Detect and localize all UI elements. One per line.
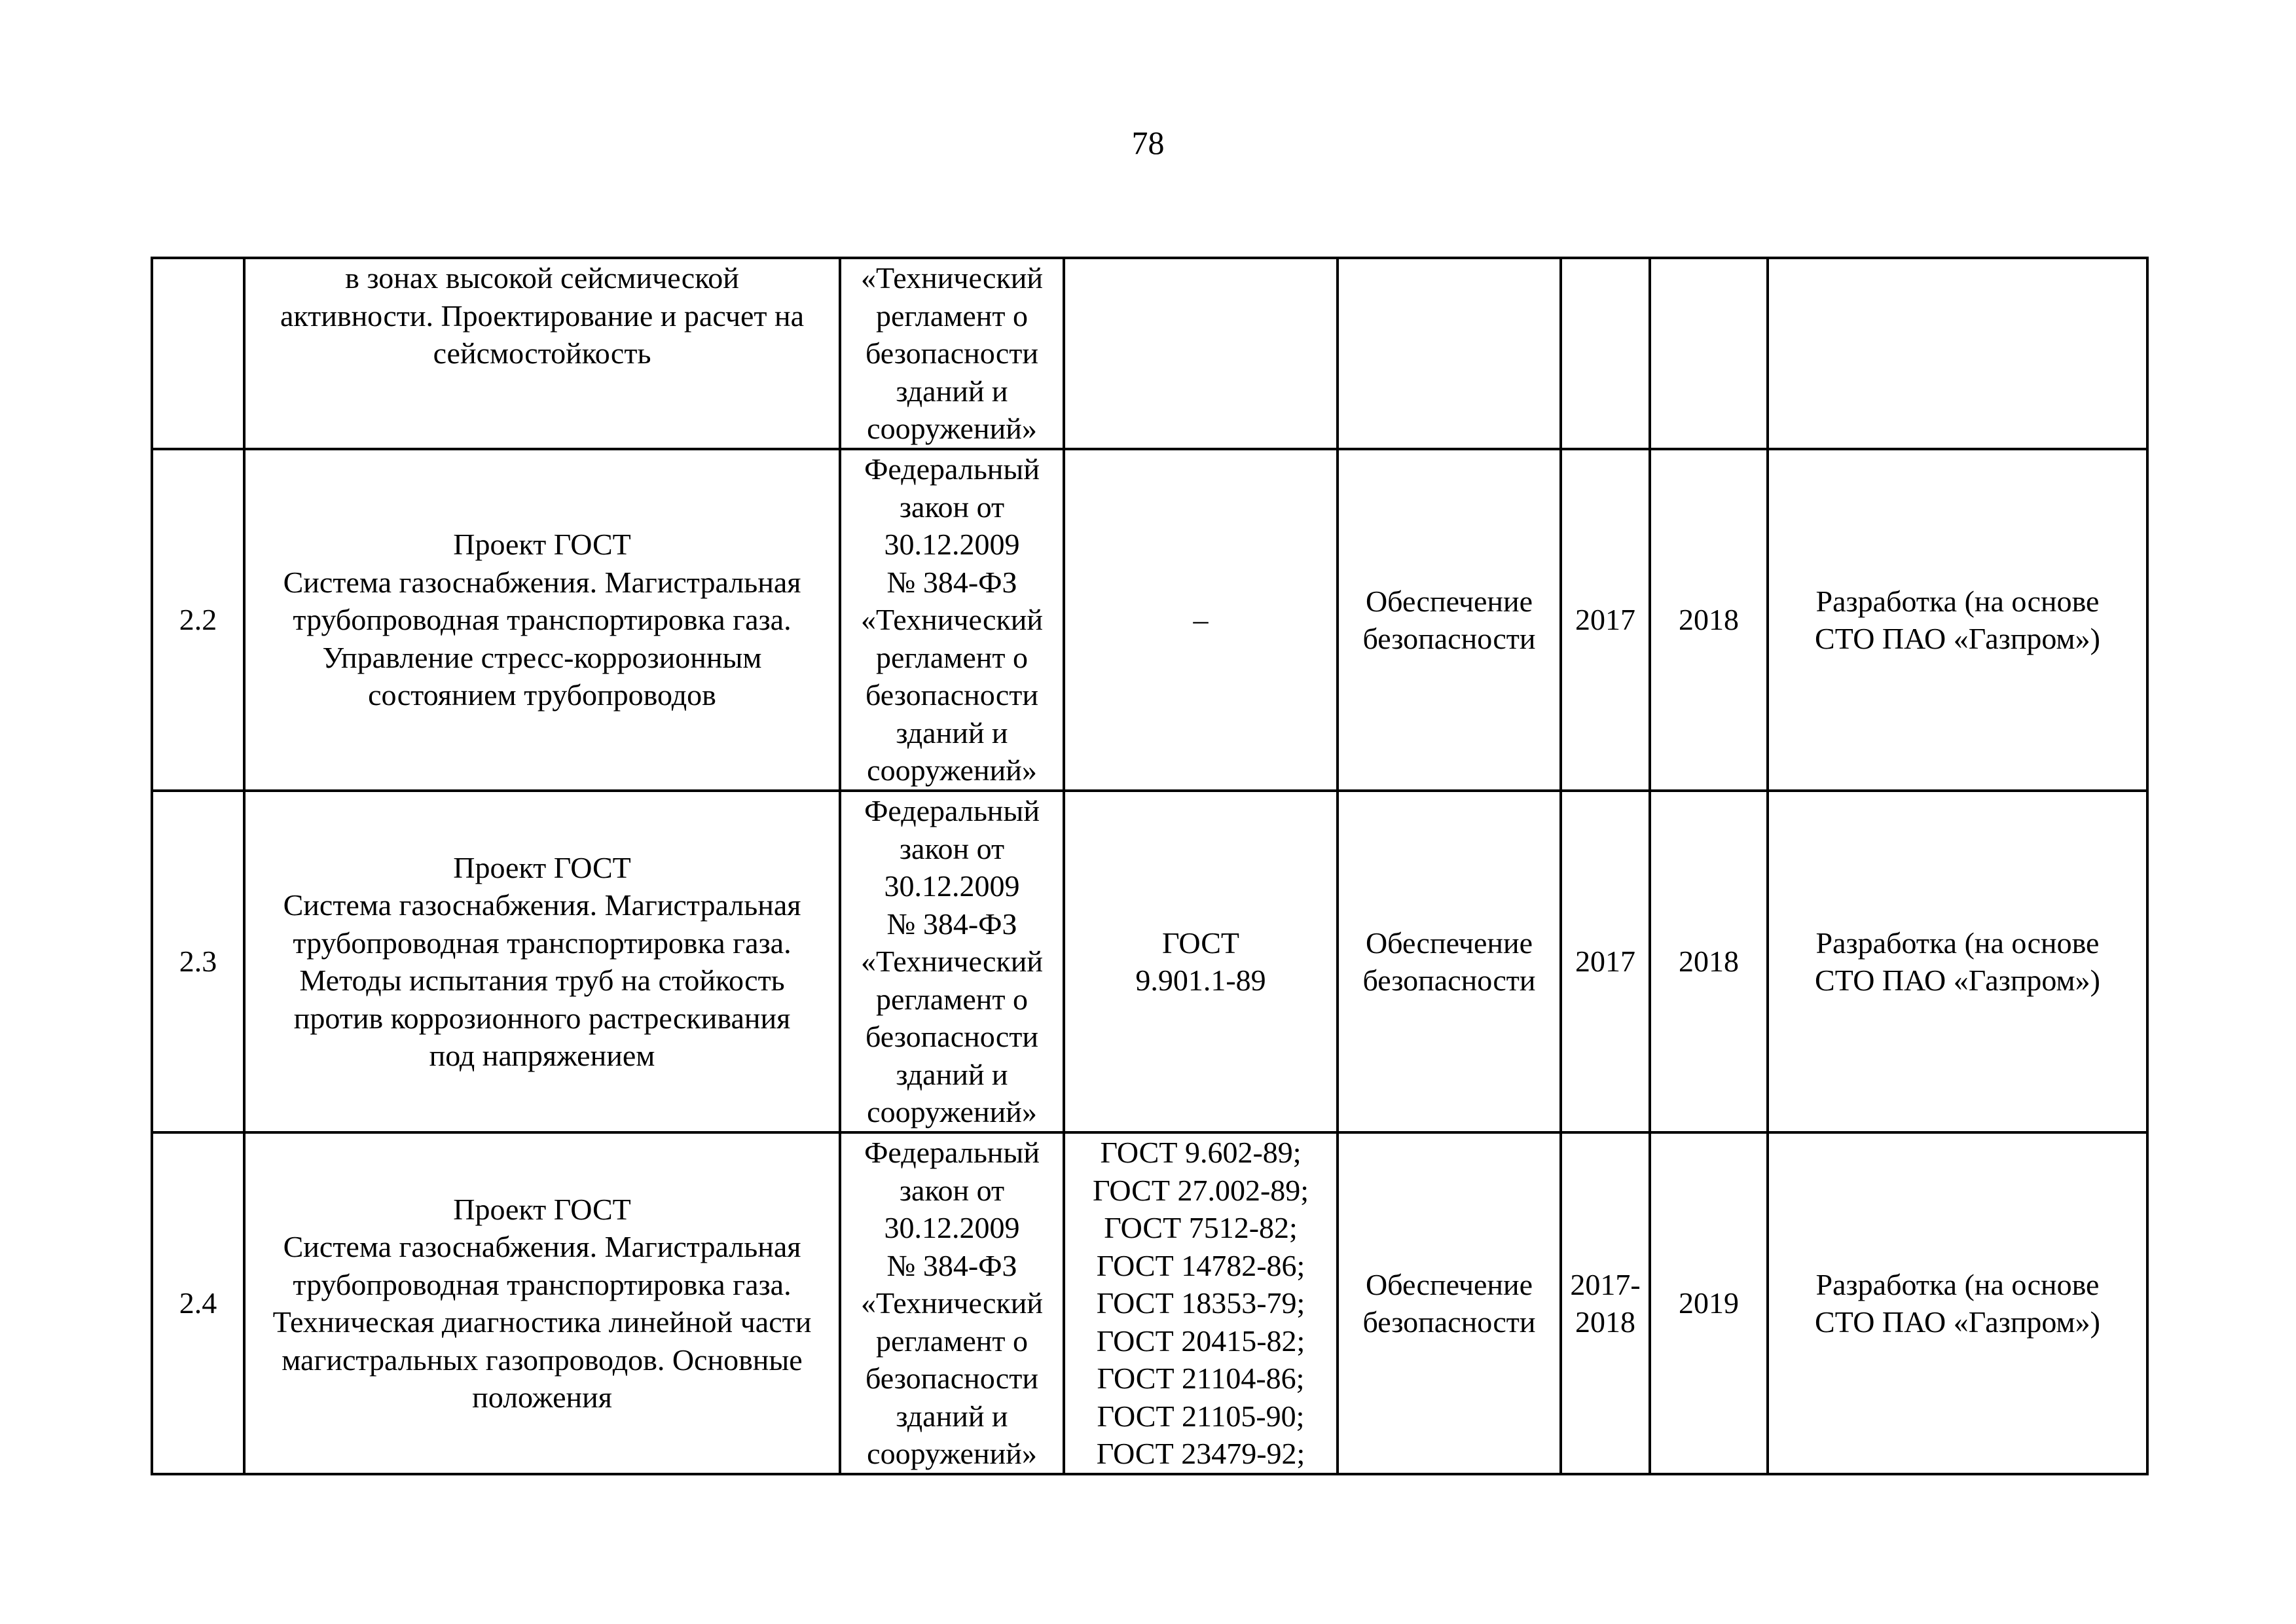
cell-text-line: ГОСТ 7512-82; [1104, 1211, 1298, 1245]
item-number-cell [152, 791, 244, 1132]
cell-text-line: зданий и [896, 1399, 1008, 1433]
cell-text-line: трубопроводная транспортировка газа. [293, 603, 792, 637]
cell-text-line: Федеральный [864, 794, 1040, 828]
legal-basis-cell [840, 791, 1064, 1132]
cell-text-line: 2018 [1679, 603, 1739, 637]
start-year-cell [1561, 449, 1650, 791]
cell-text-line: Федеральный [864, 452, 1040, 486]
cell-text-line: «Технический [860, 603, 1044, 637]
cell-text-line: СТО ПАО «Газпром») [1815, 1305, 2100, 1339]
cell-text-line: Разработка (на основе [1815, 926, 2100, 960]
cell-text-line: 30.12.2009 [884, 869, 1020, 903]
goal-cell [1338, 258, 1561, 449]
cell-text-line: 2.3 [179, 945, 217, 979]
cell-text-line: Техническая диагностика линейной части [272, 1305, 812, 1339]
cell-text-line: 2019 [1679, 1286, 1739, 1320]
cell-text-line: Разработка (на основе [1815, 1267, 2100, 1301]
cell-text-line: в зонах высокой сейсмической [345, 261, 739, 295]
cell-text-line: Обеспечение [1365, 584, 1533, 618]
table-row [152, 449, 2147, 791]
item-number-cell [152, 1132, 244, 1474]
table-row [152, 1132, 2147, 1474]
item-title-cell [244, 449, 840, 791]
note-cell [1768, 1132, 2147, 1474]
cell-text-line: безопасности [1362, 622, 1536, 655]
cell-text-line: 2017- [1570, 1267, 1641, 1301]
reference-standards-cell [1064, 1132, 1338, 1474]
page-number: 78 [1131, 124, 1165, 161]
cell-text-line: ГОСТ 27.002-89; [1092, 1173, 1309, 1207]
item-number-cell [152, 258, 244, 449]
reference-standards-cell [1064, 449, 1338, 791]
item-title-cell [244, 258, 840, 449]
cell-text-line: Система газоснабжения. Магистральная [283, 565, 801, 599]
cell-text-line: 2017 [1575, 945, 1635, 979]
cell-text-line: безопасности [865, 678, 1039, 712]
cell-text-line: регламент о [875, 1324, 1029, 1358]
cell-text-line: безопасности [1362, 1305, 1536, 1339]
cell-text-line: сооружений» [867, 1437, 1037, 1471]
cell-text-line: Федеральный [864, 1136, 1040, 1170]
cell-text-line: 2018 [1575, 1305, 1635, 1339]
cell-text-line: ГОСТ 21104-86; [1097, 1362, 1305, 1396]
end-year-cell [1650, 791, 1768, 1132]
cell-text-line: ГОСТ 9.602-89; [1100, 1136, 1302, 1170]
cell-text-line: Система газоснабжения. Магистральная [283, 888, 801, 922]
start-year-cell [1561, 791, 1650, 1132]
start-year-cell [1561, 258, 1650, 449]
cell-text-line: безопасности [1362, 964, 1536, 997]
cell-text-line: под напряжением [429, 1039, 655, 1072]
cell-text-line: 2018 [1679, 945, 1739, 979]
item-title-cell [244, 791, 840, 1132]
cell-text-line: регламент о [875, 298, 1029, 333]
start-year-cell [1561, 1132, 1650, 1474]
table-row [152, 791, 2147, 1132]
standards-table [151, 257, 2149, 1475]
cell-text-line: закон от [899, 490, 1005, 524]
cell-text-line: положения [472, 1380, 612, 1414]
cell-text-line: № 384-ФЗ [886, 565, 1017, 599]
cell-text-line: «Технический [860, 1286, 1044, 1320]
cell-text-line: № 384-ФЗ [886, 907, 1017, 941]
cell-text-line: 2017 [1575, 603, 1635, 637]
cell-text-line: закон от [899, 831, 1005, 865]
cell-text-line: Управление стресс-коррозионным [322, 640, 762, 674]
cell-text-line: Проект ГОСТ [453, 850, 631, 884]
reference-standards-cell [1064, 791, 1338, 1132]
legal-basis-cell [840, 449, 1064, 791]
end-year-cell [1650, 258, 1768, 449]
cell-text-line: сейсмостойкость [433, 336, 651, 370]
cell-text-line: сооружений» [867, 1095, 1037, 1129]
cell-text-line: СТО ПАО «Газпром») [1815, 964, 2100, 997]
cell-text-line: 2.4 [179, 1286, 217, 1320]
cell-text-line: Методы испытания труб на стойкость [299, 964, 785, 997]
cell-text-line: зданий и [896, 374, 1008, 408]
cell-text-line: ГОСТ 20415-82; [1096, 1324, 1305, 1358]
cell-text-line: сооружений» [867, 412, 1037, 445]
cell-text-line: безопасности [865, 1020, 1039, 1054]
cell-text-line: безопасности [865, 336, 1039, 370]
goal-cell [1338, 791, 1561, 1132]
cell-text-line: Проект ГОСТ [453, 1192, 631, 1226]
cell-text-line: 30.12.2009 [884, 528, 1020, 562]
cell-text-line: регламент о [875, 982, 1029, 1016]
cell-text-line: ГОСТ 23479-92; [1096, 1437, 1305, 1471]
cell-text-line: магистральных газопроводов. Основные [282, 1343, 803, 1377]
cell-text-line: ГОСТ [1161, 926, 1239, 960]
cell-text-line: активности. Проектирование и расчет на [280, 298, 805, 333]
cell-text-line: «Технический [860, 945, 1044, 979]
cell-text-line: зданий и [896, 715, 1008, 749]
goal-cell [1338, 449, 1561, 791]
table-row [152, 258, 2147, 449]
cell-text-line: ГОСТ 14782-86; [1096, 1248, 1305, 1282]
note-cell [1768, 791, 2147, 1132]
cell-text-line: состоянием трубопроводов [368, 678, 716, 712]
note-cell [1768, 258, 2147, 449]
cell-text-line: ГОСТ 18353-79; [1096, 1286, 1305, 1320]
legal-basis-cell [840, 1132, 1064, 1474]
cell-text-line: 30.12.2009 [884, 1211, 1020, 1245]
goal-cell [1338, 1132, 1561, 1474]
cell-text-line: Проект ГОСТ [453, 528, 631, 562]
cell-text-line: Система газоснабжения. Магистральная [283, 1230, 801, 1263]
item-title-cell [244, 1132, 840, 1474]
cell-text-line: ГОСТ 21105-90; [1097, 1399, 1305, 1433]
cell-text-line: трубопроводная транспортировка газа. [293, 926, 792, 960]
cell-text-line: 2.2 [179, 603, 217, 637]
end-year-cell [1650, 449, 1768, 791]
cell-text-line: трубопроводная транспортировка газа. [293, 1267, 792, 1301]
cell-text-line: № 384-ФЗ [886, 1248, 1017, 1282]
cell-text-line: СТО ПАО «Газпром») [1815, 622, 2100, 655]
cell-text-line: 9.901.1-89 [1135, 964, 1266, 997]
cell-text-line: закон от [899, 1173, 1005, 1207]
item-number-cell [152, 449, 244, 791]
cell-text-line: против коррозионного растрескивания [293, 1001, 791, 1035]
cell-text-line: Обеспечение [1365, 1267, 1533, 1301]
cell-text-line: зданий и [896, 1057, 1008, 1091]
legal-basis-cell [840, 258, 1064, 449]
reference-standards-cell [1064, 258, 1338, 449]
cell-text-line: регламент о [875, 640, 1029, 674]
note-cell [1768, 449, 2147, 791]
cell-text-line: безопасности [865, 1362, 1039, 1396]
cell-text-line: Обеспечение [1365, 926, 1533, 960]
cell-text-line: Разработка (на основе [1815, 584, 2100, 618]
end-year-cell [1650, 1132, 1768, 1474]
cell-text-line: «Технический [860, 261, 1044, 295]
cell-text-line: – [1193, 603, 1209, 637]
cell-text-line: сооружений» [867, 753, 1037, 787]
